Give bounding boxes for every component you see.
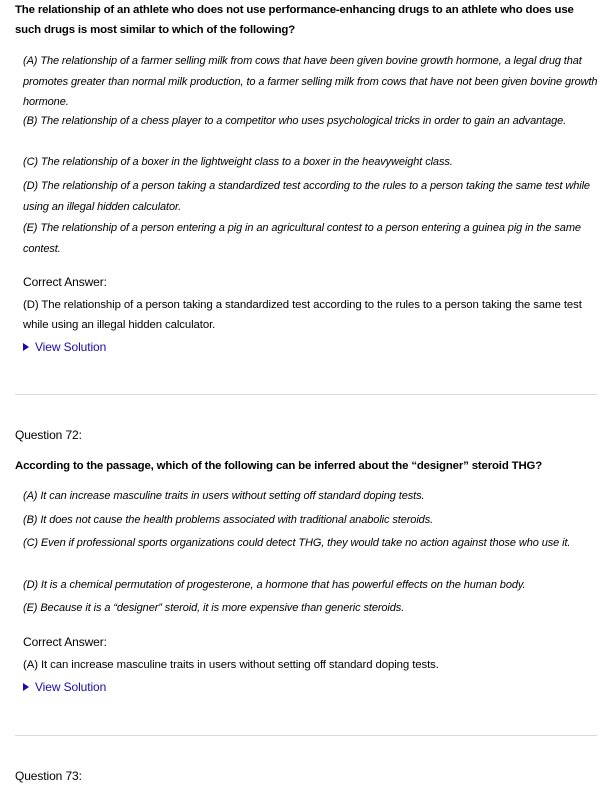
expand-triangle-icon	[23, 683, 29, 691]
divider	[15, 735, 597, 736]
question-72-label: Question 72:	[15, 428, 82, 442]
expand-triangle-icon	[23, 343, 29, 351]
question-71-view-solution-link[interactable]	[23, 340, 106, 354]
question-71-option-b[interactable]: (B) The relationship of a chess player to a competitor who uses psychological tricks in order to gain an advantage.	[23, 115, 567, 127]
question-72-text: According to the passage, which of the following can be inferred about the “designer” steroid THG?	[15, 460, 543, 472]
question-71-correct-answer-label: Correct Answer:	[23, 275, 107, 289]
question-71-text: The relationship of an athlete who does not use performance-enhancing drugs to an athlete who does use such drugs is most similar to which of the following?	[15, 4, 574, 36]
question-71-option-d[interactable]: (D) The relationship of a person taking a standardized test according to the rules to a person taking the same test while using an illegal hidden calculator.	[23, 180, 590, 213]
question-71-option-e[interactable]: (E) The relationship of a person entering a pig in an agricultural contest to a person entering a guinea pig in the same contest.	[23, 222, 581, 255]
divider	[15, 394, 597, 395]
question-72-correct-answer: (A) It can increase masculine traits in users without setting off standard doping tests.	[23, 659, 439, 671]
question-72-option-a[interactable]: (A) It can increase masculine traits in users without setting off standard doping tests.	[23, 490, 425, 502]
question-72-view-solution-link[interactable]	[23, 680, 106, 694]
question-72-option-b[interactable]: (B) It does not cause the health problems associated with traditional anabolic steroids.	[23, 514, 434, 526]
question-72-option-e[interactable]: (E) Because it is a “designer” steroid, it is more expensive than generic steroids.	[23, 602, 405, 614]
question-72-option-c[interactable]: (C) Even if professional sports organizations could detect THG, they would take no action against those who use it.	[23, 537, 571, 549]
question-72-correct-answer-label: Correct Answer:	[23, 635, 107, 649]
question-71-option-a[interactable]: (A) The relationship of a farmer selling milk from cows that have been given bovine growth hormone, a legal drug that promotes greater than normal milk production, to a farmer selling milk from cows that have not been given bovine growth hormone.	[23, 55, 598, 108]
view-solution-label: View Solution	[35, 680, 107, 694]
question-73-label: Question 73:	[15, 769, 82, 783]
question-71-option-c[interactable]: (C) The relationship of a boxer in the lightweight class to a boxer in the heavyweight class.	[23, 156, 453, 168]
view-solution-label: View Solution	[35, 340, 107, 354]
question-71-correct-answer: (D) The relationship of a person taking a standardized test according to the rules to a person taking the same test while using an illegal hidden calculator.	[23, 299, 582, 331]
question-72-option-d[interactable]: (D) It is a chemical permutation of progesterone, a hormone that has powerful effects on the human body.	[23, 579, 526, 591]
